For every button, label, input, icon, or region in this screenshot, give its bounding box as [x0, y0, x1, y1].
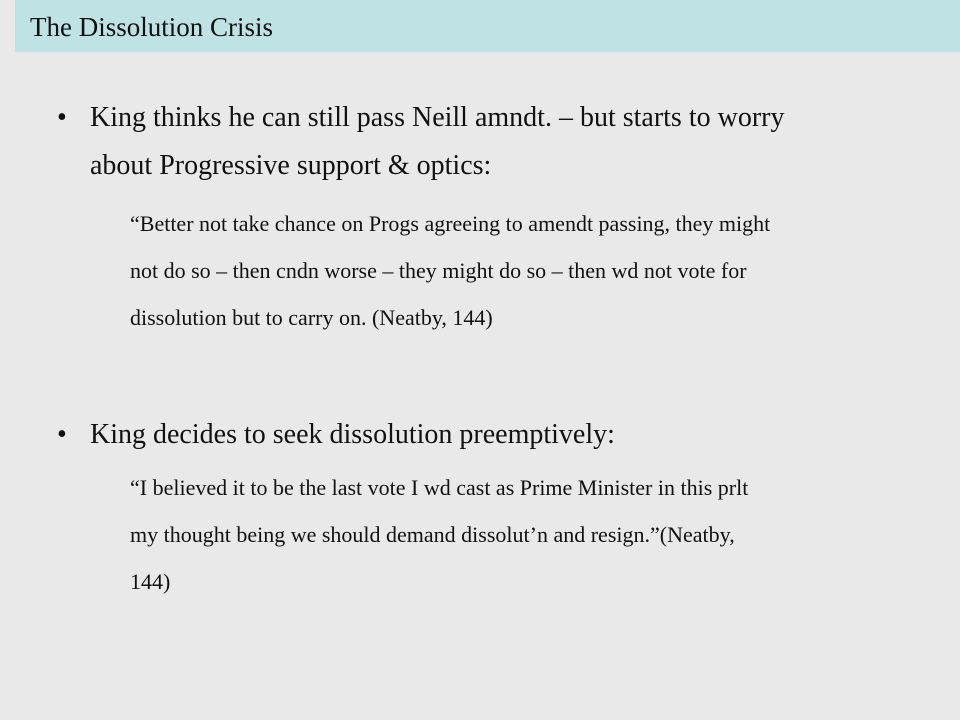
quote-2-line-1: “I believed it to be the last vote I wd cast as Prime Minister in this prlt [130, 475, 749, 500]
quote-1-line-3: dissolution but to carry on. (Neatby, 144) [130, 305, 493, 330]
bullet-1-line-1: King thinks he can still pass Neill amndt. – but starts to worry [90, 102, 785, 133]
bullet-marker: • [57, 419, 67, 450]
bullet-2-line-1: King decides to seek dissolution preemptively: [90, 419, 615, 450]
bullet-1-line-2: about Progressive support & optics: [90, 150, 492, 181]
quote-1-line-2: not do so – then cndn worse – they might do so – then wd not vote for [130, 258, 747, 283]
quote-2-line-2: my thought being we should demand dissolut’n and resign.”(Neatby, [130, 522, 735, 547]
quote-1-line-1: “Better not take chance on Progs agreeing to amendt passing, they might [130, 211, 771, 236]
slide-title: The Dissolution Crisis [30, 12, 274, 42]
quote-2-line-3: 144) [130, 569, 171, 594]
bullet-marker: • [57, 102, 67, 133]
